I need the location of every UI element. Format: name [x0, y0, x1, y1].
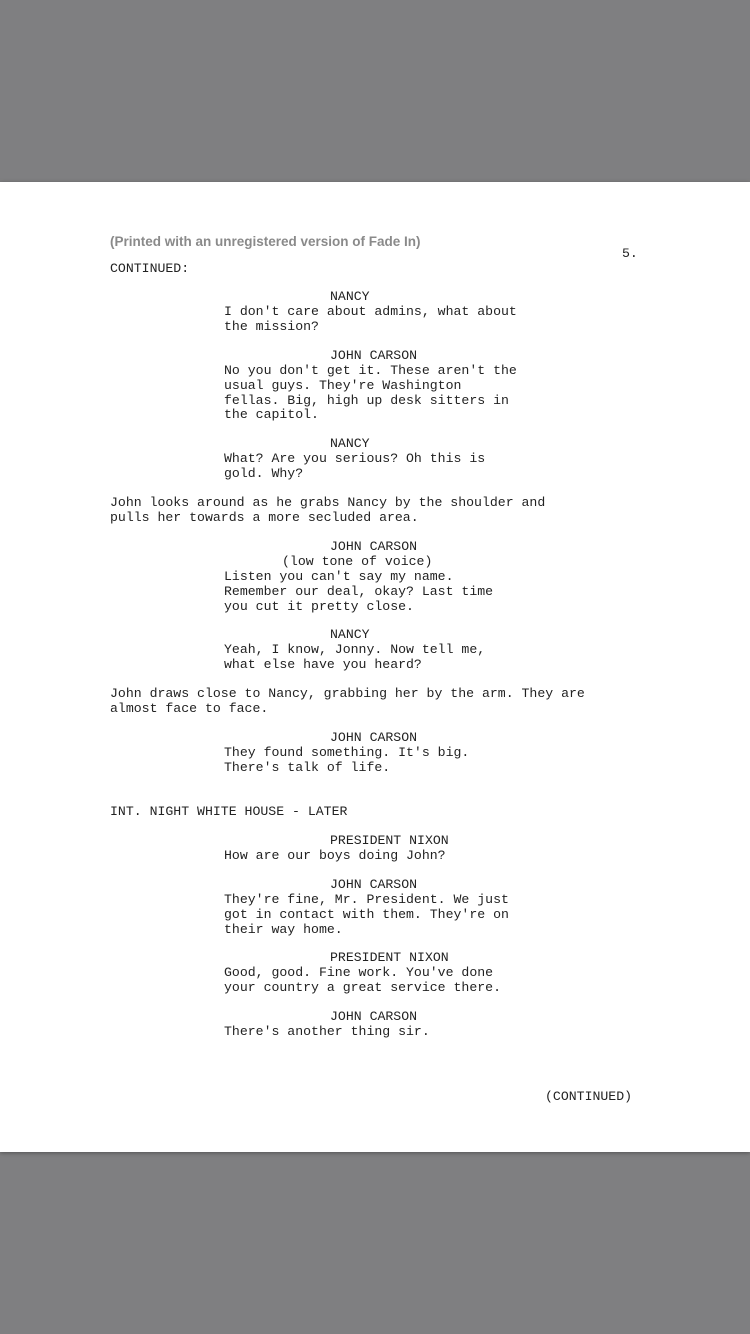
dialogue: Good, good. Fine work. You've done your country a great service there.	[224, 965, 501, 995]
character-name: JOHN CARSON	[330, 730, 418, 745]
script-page	[0, 182, 750, 1152]
character-name: JOHN CARSON	[330, 1009, 418, 1024]
continued-header: CONTINUED:	[110, 261, 190, 276]
action-line: John draws close to Nancy, grabbing her by the arm. They are almost face to face.	[110, 686, 585, 716]
character-name: JOHN CARSON	[330, 877, 418, 892]
dialogue: Listen you can't say my name. Remember our deal, okay? Last time you cut it pretty close.	[224, 569, 494, 614]
character-name: JOHN CARSON	[330, 348, 418, 363]
character-name: NANCY	[330, 289, 370, 304]
character-name: PRESIDENT NIXON	[330, 833, 449, 848]
dialogue: They're fine, Mr. President. We just got in contact with them. They're on their way home.	[224, 892, 509, 937]
continued-footer: (CONTINUED)	[545, 1089, 633, 1104]
action-line: John looks around as he grabs Nancy by the shoulder and pulls her towards a more secluded area.	[110, 495, 546, 525]
character-name: JOHN CARSON	[330, 539, 418, 554]
dialogue: I don't care about admins, what about the mission?	[224, 304, 517, 334]
watermark: (Printed with an unregistered version of Fade In)	[110, 234, 421, 249]
dialogue: No you don't get it. These aren't the usual guys. They're Washington fellas. Big, high up desk sitters in the capitol.	[224, 363, 517, 423]
dialogue: They found something. It's big. There's talk of life.	[224, 745, 470, 775]
dialogue: How are our boys doing John?	[224, 848, 446, 863]
dialogue: What? Are you serious? Oh this is gold. Why?	[224, 451, 486, 481]
scene-heading: INT. NIGHT WHITE HOUSE - LATER	[110, 804, 348, 819]
parenthetical: (low tone of voice)	[282, 554, 433, 569]
dialogue: Yeah, I know, Jonny. Now tell me, what else have you heard?	[224, 642, 486, 672]
dialogue: There's another thing sir.	[224, 1024, 430, 1039]
character-name: NANCY	[330, 436, 370, 451]
character-name: NANCY	[330, 627, 370, 642]
character-name: PRESIDENT NIXON	[330, 950, 449, 965]
page-number: 5.	[622, 246, 638, 261]
